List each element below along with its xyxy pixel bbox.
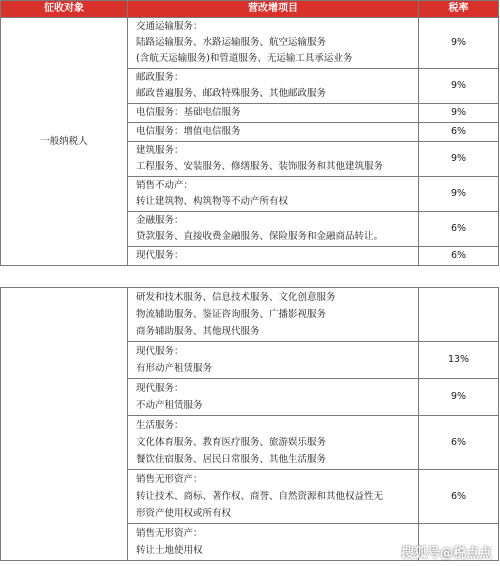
service-item-line: 不动产租赁服务 xyxy=(136,400,203,411)
tax-object-cell xyxy=(1,288,128,561)
service-item-cell xyxy=(128,470,419,524)
service-item-line: 物流辅助服务、鉴证咨询服务、广播影视服务 xyxy=(136,309,327,320)
service-item-line: 现代服务： xyxy=(136,383,184,394)
header-tax-rate: 税率 xyxy=(419,1,499,18)
service-item-cell xyxy=(128,69,419,104)
service-item-line: 现代服务： xyxy=(136,346,184,357)
service-item-line: 文化体育服务、教育医疗服务、旅游娱乐服务 xyxy=(136,437,327,448)
service-item-line: 邮政服务： xyxy=(136,72,184,83)
tax-rate-cell: 6% xyxy=(419,212,499,247)
service-item-cell xyxy=(128,212,419,247)
table-row xyxy=(1,18,499,69)
service-item-line: 销售不动产： xyxy=(136,180,194,191)
table-row xyxy=(1,288,499,342)
tax-rate-cell: 13% xyxy=(419,342,499,379)
vat-rate-table-continued xyxy=(0,287,499,561)
service-item-line: 转让技术、商标、著作权、商誉、自然资源和其他权益性无 xyxy=(136,491,384,502)
service-item-cell xyxy=(128,247,419,266)
service-item-line: 交通运输服务： xyxy=(136,21,203,32)
service-item-line: 有形动产租赁服务 xyxy=(136,363,213,374)
service-item-line: 生活服务： xyxy=(136,420,184,431)
tax-rate-cell xyxy=(419,288,499,342)
service-item-line: 电信服务：增值电信服务 xyxy=(136,126,241,137)
service-item-line: 餐饮住宿服务、居民日常服务、其他生活服务 xyxy=(136,454,327,465)
tax-rate-cell: 9% xyxy=(419,142,499,177)
service-item-cell xyxy=(128,288,419,342)
tax-rate-cell: 9% xyxy=(419,379,499,416)
service-item-line: 转让土地使用权 xyxy=(136,545,203,556)
service-item-line: 建筑服务： xyxy=(136,145,184,156)
service-item-cell xyxy=(128,142,419,177)
service-item-line: (含航天运输服务)和管道服务、无运输工具承运业务 xyxy=(136,53,353,64)
tax-object-cell: 一般纳税人 xyxy=(1,18,128,266)
tax-rate-cell: 9% xyxy=(419,104,499,123)
service-item-line: 商务辅助服务、其他现代服务 xyxy=(136,326,260,337)
service-item-cell xyxy=(128,104,419,123)
service-item-cell xyxy=(128,18,419,69)
service-item-cell xyxy=(128,379,419,416)
service-item-line: 邮政普遍服务、邮政特殊服务、其他邮政服务 xyxy=(136,88,327,99)
service-item-line: 金融服务： xyxy=(136,215,184,226)
service-item-cell xyxy=(128,416,419,470)
service-item-line: 销售无形资产： xyxy=(136,474,203,485)
service-item-line: 电信服务：基础电信服务 xyxy=(136,107,241,118)
tax-rate-cell: 6% xyxy=(419,470,499,524)
service-item-cell xyxy=(128,177,419,212)
tax-rate-cell: 9% xyxy=(419,18,499,69)
header-service-item: 营改增项目 xyxy=(128,1,419,18)
vat-rate-table xyxy=(0,0,499,266)
service-item-line: 形资产使用权或所有权 xyxy=(136,508,232,519)
header-tax-object: 征收对象 xyxy=(1,1,128,18)
tax-rate-cell: 9% xyxy=(419,69,499,104)
service-item-line: 销售无形资产： xyxy=(136,528,203,539)
service-item-cell xyxy=(128,123,419,142)
tax-rate-cell: 6% xyxy=(419,416,499,470)
tax-rate-cell: 9% xyxy=(419,177,499,212)
tax-rate-cell: 6% xyxy=(419,247,499,266)
service-item-line: 转让建筑物、构筑物等不动产所有权 xyxy=(136,196,289,207)
watermark: 搜狐号@税点点 xyxy=(400,546,492,561)
table-header xyxy=(1,1,499,18)
service-item-line: 陆路运输服务、水路运输服务、航空运输服务 xyxy=(136,37,327,48)
service-item-line: 现代服务： xyxy=(136,250,184,261)
tax-rate-cell: 6% xyxy=(419,123,499,142)
service-item-line: 研发和技术服务、信息技术服务、文化创意服务 xyxy=(136,292,336,303)
service-item-line: 贷款服务、直接收费金融服务、保险服务和金融商品转让。 xyxy=(136,231,384,242)
service-item-cell xyxy=(128,524,419,561)
service-item-cell xyxy=(128,342,419,379)
service-item-line: 工程服务、安装服务、修缮服务、装饰服务和其他建筑服务 xyxy=(136,161,384,172)
